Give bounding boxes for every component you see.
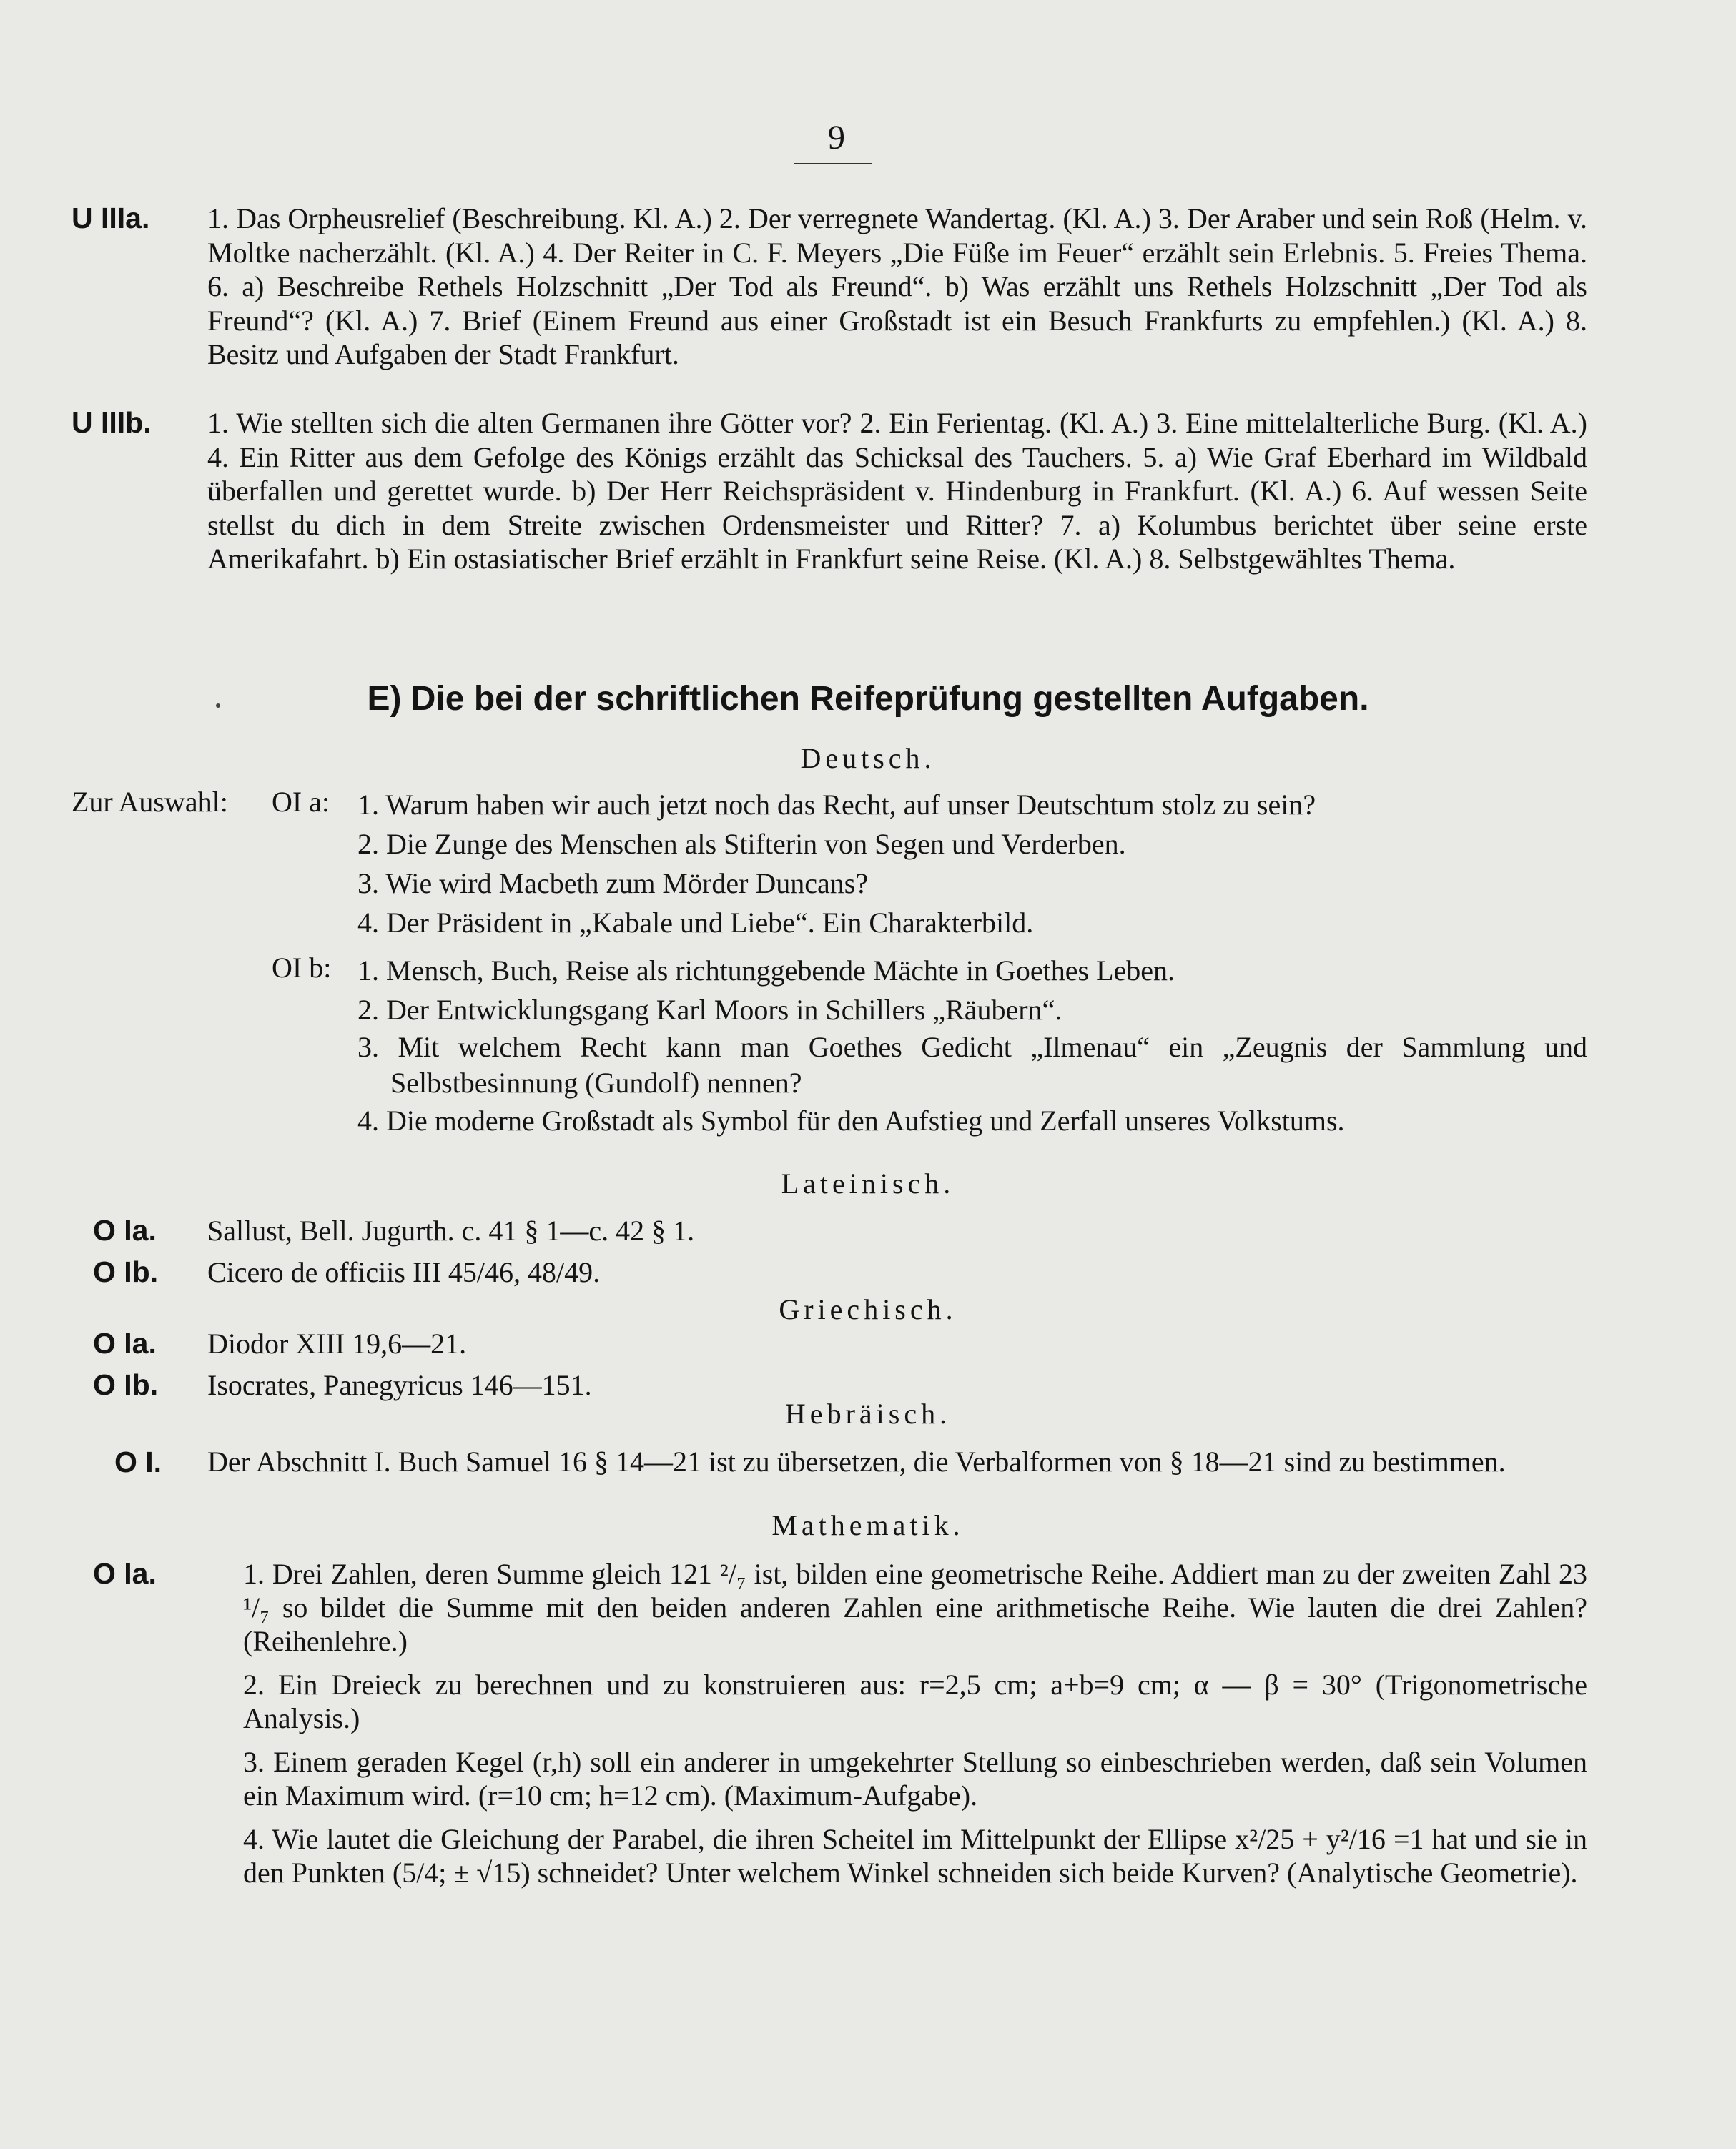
latein-label-oia: O Ia. (93, 1214, 157, 1247)
oib-label: OI b: (272, 952, 332, 984)
section-heading: E) Die bei der schriftlichen Reifeprüfung gestellten Aufgaben. (367, 680, 1369, 718)
deutsch-oia-item: 2. Die Zunge des Menschen als Stifterin von Segen und Verderben. (357, 828, 1126, 860)
page-number: 9 (828, 119, 845, 157)
mathematik-label: O Ia. (93, 1557, 157, 1590)
class-label-uiiia: U IIIa. (71, 202, 150, 234)
oia-label: OI a: (272, 786, 330, 818)
subject-title-mathematik: Mathematik. (771, 1509, 965, 1541)
hebraeisch-label: O I. (114, 1446, 162, 1478)
subject-title-hebraeisch: Hebräisch. (784, 1398, 952, 1430)
deutsch-oib-item: 4. Die moderne Großstadt als Symbol für den Aufstieg und Zerfall unseres Volkstums. (357, 1105, 1345, 1137)
deutsch-oia-item: 4. Der Präsident in „Kabale und Liebe“. Ein Charakterbild. (357, 906, 1034, 939)
griechisch-text-oia: Diodor XIII 19,6—21. (207, 1328, 467, 1360)
latein-label-oib: O Ib. (93, 1255, 159, 1288)
deutsch-oia-item: 1. Warum haben wir auch jetzt noch das Recht, auf unser Deutschtum stolz zu sein? (357, 789, 1316, 821)
griechisch-label-oib: O Ib. (93, 1368, 159, 1401)
mathematik-item: 2. Ein Dreieck zu berechnen und zu konstruieren aus: r=2,5 cm; a+b=9 cm; α — β = 30° (Trigonometrische Analysis.) (243, 1669, 1587, 1734)
deutsch-oia-list (357, 785, 1587, 942)
mathematik-item: 3. Einem geraden Kegel (r,h) soll ein anderer in umgekehrter Stellung so einbeschrieben werden, daß sein Volumen ein Maximum wird. (r=10 cm; h=12 cm). (Maximum-Aufgabe). (243, 1746, 1587, 1812)
subject-title-latein: Lateinisch. (781, 1167, 955, 1200)
essay-topics-uiiia: 1. Das Orpheusrelief (Beschreibung. Kl. A.) 2. Der verregnete Wandertag. (Kl. A.) 3. Der Araber und sein Roß (Helm. v. Moltke nacherzählt. (Kl. A.) 4. Der Reiter in C. F. Meyers „Die Füße im Feuer“ erzählt sein Erlebnis. 5. Freies Thema. 6. a) Beschreibe Rethels Holzschnitt „Der Tod als Freund“. b) Was erzählt uns Rethels Holzschnitt „Der Tod als Freund“? (Kl. A.) 7. Brief (Einem Freund aus einer Großstadt ist ein Besuch Frankfurts zu empfehlen.) (Kl. A.) 8. Besitz und Aufgaben der Stadt Frankfurt. (207, 202, 1587, 370)
deutsch-oia-item: 3. Wie wird Macbeth zum Mörder Duncans? (357, 867, 869, 899)
hebraeisch-text: Der Abschnitt I. Buch Samuel 16 § 14—21 ist zu übersetzen, die Verbalformen von § 18—21 sind zu bestimmen. (207, 1446, 1506, 1478)
mathematik-item: 1. Drei Zahlen, deren Summe gleich 121 ²/₇ ist, bilden eine geometrische Reihe. Addiert man zu der zweiten Zahl 23 ¹/₇ so bildet die Summe mit den beiden anderen Zahlen eine arithmetische Reihe. Wie lauten die drei Zahlen? (Reihenlehre.) (243, 1558, 1587, 1657)
deutsch-oib-item: 3. Mit welchem Recht kann man Goethes Gedicht „Ilmenau“ ein „Zeugnis der Sammlung und Selbstbesinnung (Gundolf) nennen? (357, 1031, 1587, 1099)
latein-text-oib: Cicero de officiis III 45/46, 48/49. (207, 1256, 601, 1288)
class-label-uiiib: U IIIb. (71, 406, 152, 439)
subject-title-griechisch: Griechisch. (779, 1293, 957, 1325)
deutsch-oib-list (357, 951, 1587, 1140)
latein-text-oia: Sallust, Bell. Jugurth. c. 41 § 1—c. 42 § 1. (207, 1215, 695, 1247)
mathematik-list (243, 1557, 1587, 1889)
mathematik-item: 4. Wie lautet die Gleichung der Parabel, die ihren Scheitel im Mittelpunkt der Ellipse x²/25 + y²/16 =1 hat und sie in den Punkten (5/4; ± √15) schneidet? Unter welchem Winkel schneiden sich beide Kurven? (Analytische Geometrie). (243, 1823, 1587, 1889)
essay-topics-uiiib: 1. Wie stellten sich die alten Germanen ihre Götter vor? 2. Ein Ferientag. (Kl. A.) 3. Eine mittelalterliche Burg. (Kl. A.) 4. Ein Ritter aus dem Gefolge des Königs erzählt das Schicksal des Tauchers. 5. a) Wie Graf Eberhard im Wildbald überfallen und gerettet wurde. b) Der Herr Reichspräsident v. Hindenburg in Frankfurt. (Kl. A.) 6. Auf wessen Seite stellst du dich in dem Streite zwischen Ordensmeister und Ritter? 7. a) Kolumbus berichtet über seine erste Amerikafahrt. b) Ein ostasiatischer Brief erzählt in Frankfurt seine Reise. (Kl. A.) 8. Selbstgewähltes Thema. (207, 407, 1587, 575)
zur-auswahl-label: Zur Auswahl: (71, 786, 228, 818)
header-rule (794, 163, 872, 164)
griechisch-text-oib: Isocrates, Panegyricus 146—151. (207, 1369, 592, 1401)
deutsch-oib-item: 2. Der Entwicklungsgang Karl Moors in Schillers „Räubern“. (357, 994, 1062, 1026)
subject-title-deutsch: Deutsch. (800, 742, 936, 774)
griechisch-label-oia: O Ia. (93, 1327, 157, 1360)
deutsch-oib-item: 1. Mensch, Buch, Reise als richtunggebende Mächte in Goethes Leben. (357, 954, 1175, 987)
